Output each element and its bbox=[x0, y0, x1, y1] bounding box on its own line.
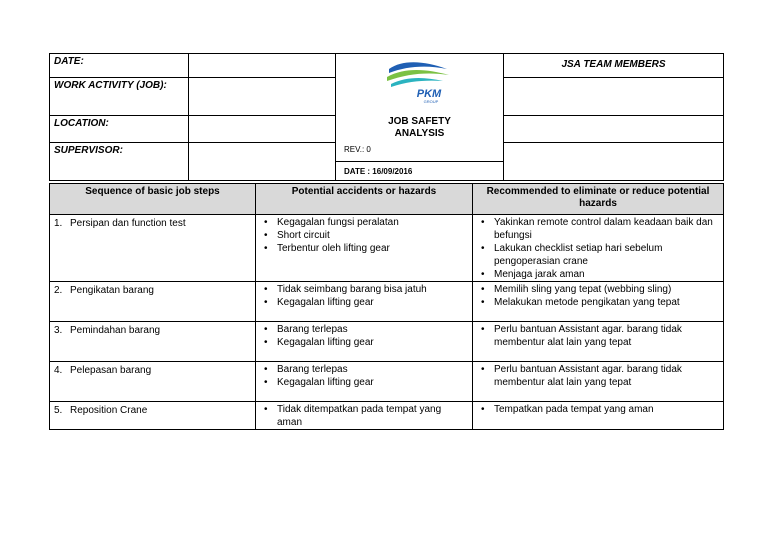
location-label: LOCATION: bbox=[50, 116, 189, 142]
supervisor-value-cell bbox=[189, 142, 336, 180]
table-row bbox=[50, 215, 724, 282]
hazard-item: • Barang terlepas bbox=[258, 323, 468, 336]
work-activity-value-cell bbox=[189, 78, 336, 116]
logo-text: PKM bbox=[416, 88, 441, 100]
table-row bbox=[50, 282, 724, 322]
step-cell bbox=[50, 402, 256, 430]
hazard-item: • Kegagalan lifting gear bbox=[258, 336, 468, 349]
step-text: Pengikatan barang bbox=[70, 285, 154, 296]
step-cell bbox=[50, 282, 256, 322]
title-line-2: ANALYSIS bbox=[394, 128, 445, 139]
team-member-cell-3 bbox=[504, 142, 724, 180]
jsa-header-table bbox=[49, 53, 724, 181]
hazards-cell bbox=[256, 282, 473, 322]
table-row bbox=[50, 362, 724, 402]
step-number: 1. bbox=[54, 218, 63, 229]
hazards-cell bbox=[256, 402, 473, 430]
hazards-cell bbox=[256, 215, 473, 282]
recommend-item: • Perlu bantuan Assistant agar. barang tidak membentur alat lain yang tepat bbox=[475, 323, 717, 349]
hazard-item: • Barang terlepas bbox=[258, 363, 468, 376]
recommend-item: • Yakinkan remote control dalam keadaan baik dan befungsi bbox=[475, 216, 717, 242]
step-cell bbox=[50, 322, 256, 362]
team-member-cell-1 bbox=[504, 78, 724, 116]
step-number: 3. bbox=[54, 325, 63, 336]
hazards-cell bbox=[256, 362, 473, 402]
title-line-1: JOB SAFETY bbox=[388, 116, 451, 127]
recommend-cell bbox=[473, 282, 724, 322]
job-steps-table bbox=[49, 183, 724, 430]
recommend-item: • Memilih sling yang tepat (webbing sling) bbox=[475, 283, 717, 296]
column-header-steps: Sequence of basic job steps bbox=[50, 184, 256, 215]
recommend-cell bbox=[473, 322, 724, 362]
hazard-item: • Short circuit bbox=[258, 229, 468, 242]
table-row bbox=[50, 402, 724, 430]
hazards-cell bbox=[256, 322, 473, 362]
hazard-item: • Kegagalan lifting gear bbox=[258, 376, 468, 389]
recommend-item: • Perlu bantuan Assistant agar. barang tidak membentur alat lain yang tepat bbox=[475, 363, 717, 389]
logo-subtext: GROUP bbox=[423, 99, 438, 104]
team-member-cell-2 bbox=[504, 116, 724, 142]
recommend-item: • Melakukan metode pengikatan yang tepat bbox=[475, 296, 717, 309]
step-text: Pemindahan barang bbox=[70, 325, 161, 336]
column-header-hazards: Potential accidents or hazards bbox=[256, 184, 473, 215]
hazard-item: • Terbentur oleh lifting gear bbox=[258, 242, 468, 255]
step-cell bbox=[50, 362, 256, 402]
step-number: 2. bbox=[54, 285, 63, 296]
step-text: Persipan dan function test bbox=[70, 218, 186, 229]
recommend-item: • Lakukan checklist setiap hari sebelum pengoperasian crane bbox=[475, 242, 717, 268]
hazard-item: • Kegagalan lifting gear bbox=[258, 296, 468, 309]
step-text: Reposition Crane bbox=[70, 405, 148, 416]
team-members-heading: JSA TEAM MEMBERS bbox=[504, 54, 724, 78]
table-row bbox=[50, 322, 724, 362]
hazard-item: • Tidak seimbang barang bisa jatuh bbox=[258, 283, 468, 296]
recommend-cell bbox=[473, 362, 724, 402]
step-text: Pelepasan barang bbox=[70, 365, 152, 376]
recommend-cell bbox=[473, 402, 724, 430]
work-activity-label: WORK ACTIVITY (JOB): bbox=[50, 78, 189, 116]
title-block bbox=[336, 54, 504, 181]
document-title bbox=[336, 116, 503, 140]
step-cell bbox=[50, 215, 256, 282]
date-label: DATE: bbox=[50, 54, 189, 78]
recommend-item: • Tempatkan pada tempat yang aman bbox=[475, 403, 717, 416]
recommend-cell bbox=[473, 215, 724, 282]
step-number: 5. bbox=[54, 405, 63, 416]
step-number: 4. bbox=[54, 365, 63, 376]
recommend-item: • Menjaga jarak aman bbox=[475, 268, 717, 281]
date-value-cell bbox=[189, 54, 336, 78]
pkm-logo bbox=[336, 57, 503, 107]
revision-label: REV.: 0 bbox=[344, 145, 371, 154]
column-header-recommend: Recommended to eliminate or reduce potential hazards bbox=[473, 184, 724, 215]
hazard-item: • Kegagalan fungsi peralatan bbox=[258, 216, 468, 229]
document-date: DATE : 16/09/2016 bbox=[336, 161, 503, 181]
location-value-cell bbox=[189, 116, 336, 142]
pkm-logo-icon bbox=[385, 57, 455, 105]
supervisor-label: SUPERVISOR: bbox=[50, 142, 189, 180]
hazard-item: • Tidak ditempatkan pada tempat yang aman bbox=[258, 403, 468, 429]
